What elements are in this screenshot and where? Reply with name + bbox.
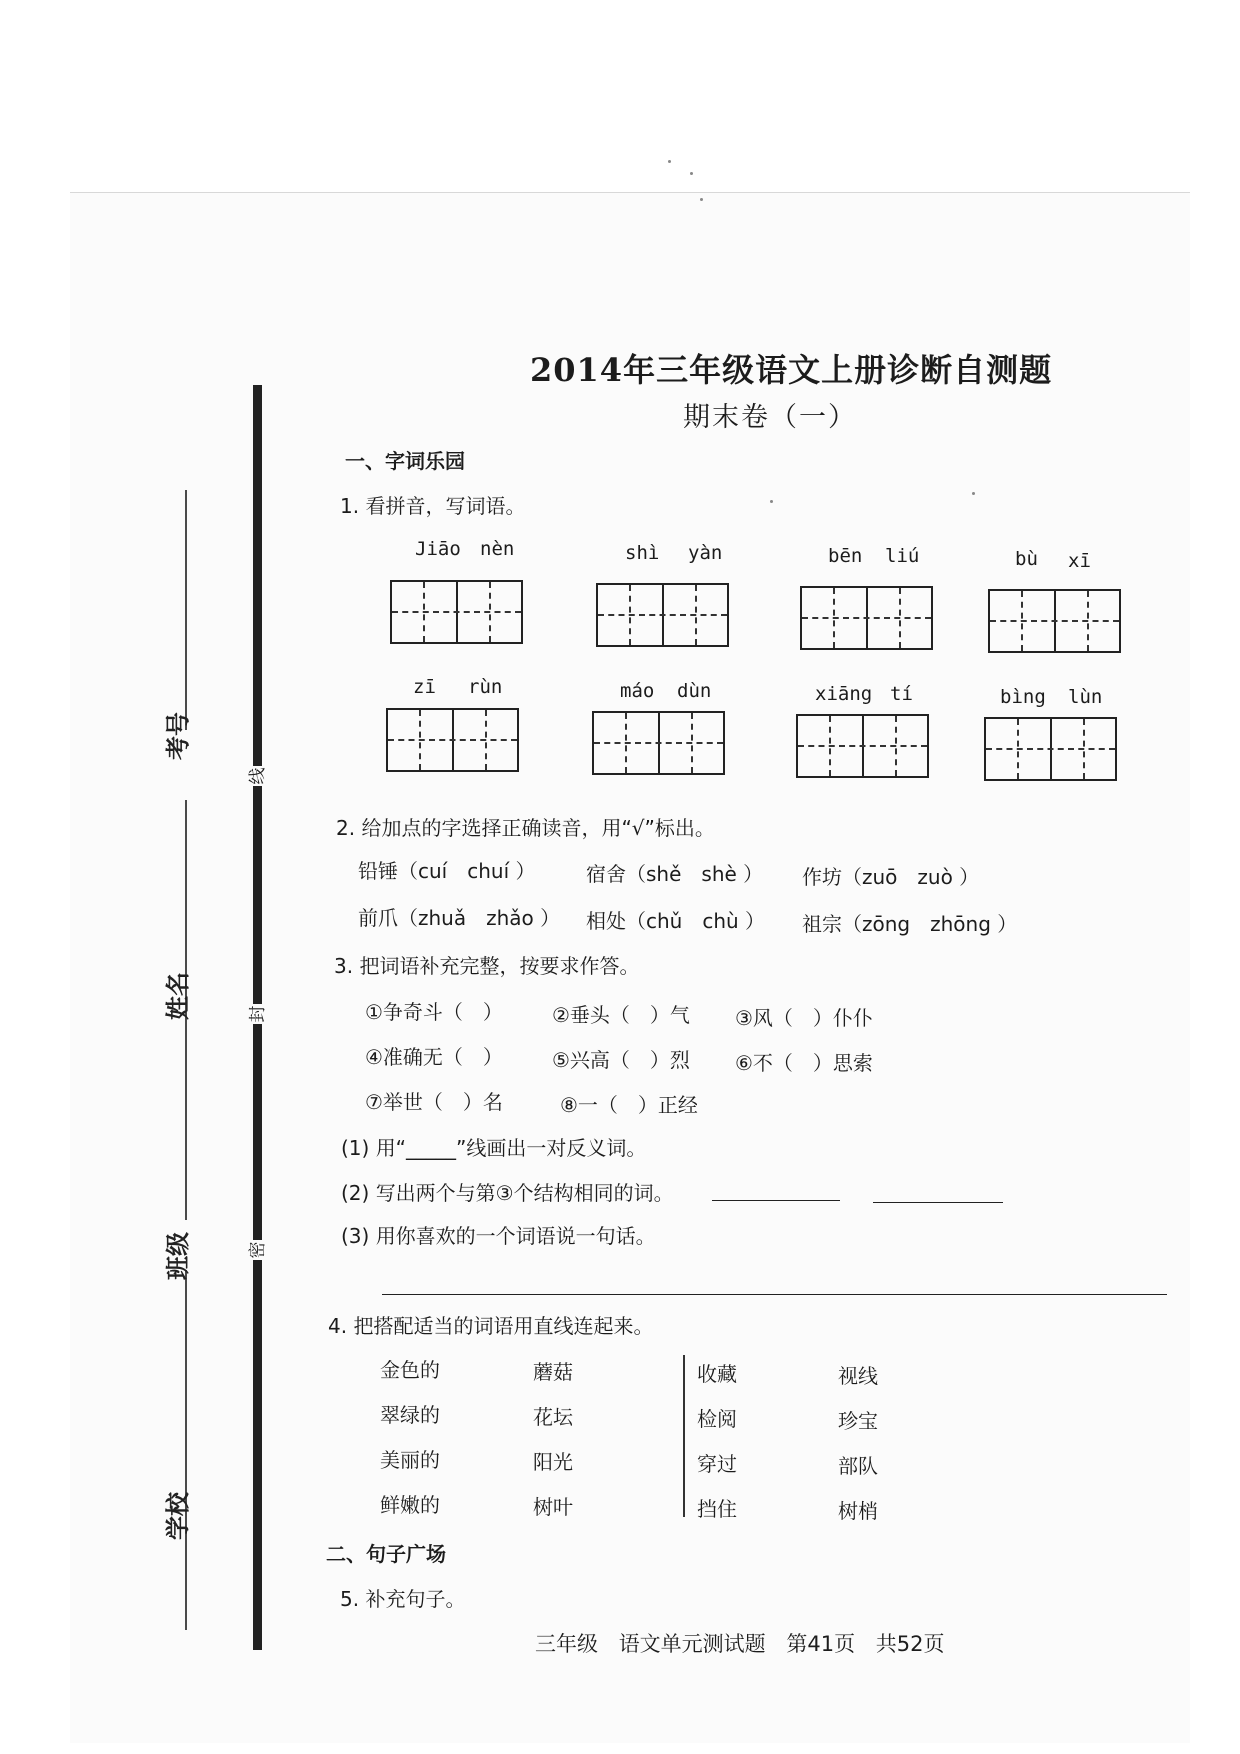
- pinyin-3b: liú: [885, 545, 920, 567]
- q4-prompt: 4. 把搭配适当的词语用直线连起来。: [328, 1314, 654, 1338]
- scan-speck: [770, 500, 773, 503]
- seal-char-line: 线: [244, 766, 272, 786]
- match-noun-1[interactable]: 视线: [838, 1364, 878, 1388]
- q3-sub-2: (2) 写出两个与第③个结构相同的词。: [341, 1181, 674, 1205]
- tianzige-box-1[interactable]: [390, 580, 523, 644]
- q3-idiom-5[interactable]: ⑤兴高（ ）烈: [552, 1048, 690, 1072]
- q2-item-1[interactable]: 铅锤（cuí chuí ）: [358, 859, 536, 883]
- match-verb-3[interactable]: 穿过: [697, 1452, 737, 1476]
- pinyin-7b: tí: [890, 683, 913, 705]
- match-noun-2[interactable]: 珍宝: [838, 1409, 878, 1433]
- match-left-4[interactable]: 鲜嫩的: [380, 1493, 440, 1517]
- q3-idiom-2[interactable]: ②垂头（ ）气: [552, 1003, 690, 1027]
- match-right-2[interactable]: 花坛: [533, 1405, 573, 1429]
- match-divider: [683, 1355, 685, 1517]
- q2-item-2[interactable]: 宿舍（shě shè ）: [586, 862, 764, 886]
- match-noun-3[interactable]: 部队: [838, 1454, 878, 1478]
- match-verb-2[interactable]: 检阅: [697, 1407, 737, 1431]
- q2-prompt: 2. 给加点的字选择正确读音，用“√”标出。: [336, 816, 715, 840]
- pinyin-4a: bù: [1015, 548, 1038, 570]
- q2-item-5[interactable]: 相处（chǔ chù ）: [586, 909, 766, 933]
- pinyin-3a: bēn: [828, 545, 863, 567]
- q3-answer-blank-1[interactable]: [712, 1200, 840, 1201]
- q3-sub-1: (1) 用“_____”线画出一对反义词。: [341, 1136, 647, 1160]
- match-left-1[interactable]: 金色的: [380, 1358, 440, 1382]
- q1-prompt: 1. 看拼音，写词语。: [340, 494, 526, 518]
- pinyin-6b: dùn: [677, 680, 712, 702]
- q3-idiom-3[interactable]: ③风（ ）仆仆: [735, 1006, 873, 1030]
- footer-subject: 语文单元测试题: [618, 1632, 766, 1656]
- scan-speck: [972, 492, 975, 495]
- tianzige-box-3[interactable]: [800, 586, 933, 650]
- school-label: 学校: [164, 1492, 192, 1540]
- match-left-2[interactable]: 翠绿的: [380, 1403, 440, 1427]
- match-noun-4[interactable]: 树梢: [838, 1499, 878, 1523]
- footer-page: 第41页: [786, 1632, 856, 1656]
- class-label: 班级: [164, 1232, 192, 1280]
- q3-sentence-line[interactable]: [382, 1294, 1167, 1295]
- q5-prompt: 5. 补充句子。: [340, 1587, 466, 1611]
- match-verb-4[interactable]: 挡住: [697, 1497, 737, 1521]
- match-left-3[interactable]: 美丽的: [380, 1448, 440, 1472]
- q3-idiom-8[interactable]: ⑧一（ ）正经: [560, 1093, 698, 1117]
- section-2-heading: 二、句子广场: [326, 1542, 446, 1566]
- q3-idiom-7[interactable]: ⑦举世（ ）名: [365, 1090, 503, 1114]
- tianzige-box-2[interactable]: [596, 583, 729, 647]
- match-right-4[interactable]: 树叶: [533, 1495, 573, 1519]
- pinyin-5b: rùn: [468, 676, 503, 698]
- match-right-3[interactable]: 阳光: [533, 1450, 573, 1474]
- binding-margin: [140, 320, 285, 1660]
- scan-speck: [668, 160, 671, 163]
- pinyin-4b: xī: [1068, 550, 1091, 572]
- q2-item-3[interactable]: 作坊（zuō zuò ）: [802, 865, 980, 889]
- match-right-1[interactable]: 蘑菇: [533, 1360, 573, 1384]
- pinyin-7a: xiāng: [815, 683, 873, 705]
- pinyin-2a: shì: [625, 542, 660, 564]
- kaohao-line: [185, 490, 187, 730]
- pinyin-1a: Jiāo: [415, 538, 461, 560]
- pinyin-8a: bìng: [1000, 686, 1046, 708]
- pinyin-5a: zī: [413, 676, 436, 698]
- q3-idiom-6[interactable]: ⑥不（ ）思索: [735, 1051, 873, 1075]
- exam-number-label: 考号: [164, 712, 192, 760]
- tianzige-box-7[interactable]: [796, 714, 929, 778]
- pinyin-8b: lùn: [1068, 686, 1103, 708]
- q3-prompt: 3. 把词语补充完整，按要求作答。: [334, 954, 640, 978]
- scan-speck: [700, 198, 703, 201]
- seal-char-seal: 封: [244, 1004, 272, 1024]
- student-name-label: 姓名: [164, 972, 192, 1020]
- footer-grade: 三年级: [535, 1632, 598, 1656]
- tianzige-box-5[interactable]: [386, 708, 519, 772]
- pinyin-1b: nèn: [480, 538, 515, 560]
- pinyin-2b: yàn: [688, 542, 723, 564]
- match-verb-1[interactable]: 收藏: [697, 1362, 737, 1386]
- q3-answer-blank-2[interactable]: [873, 1202, 1003, 1203]
- q3-sub-3: (3) 用你喜欢的一个词语说一句话。: [341, 1224, 656, 1248]
- scan-speck: [690, 172, 693, 175]
- footer-total: 共52页: [875, 1632, 945, 1656]
- tianzige-box-4[interactable]: [988, 589, 1121, 653]
- seal-char-secret: 密: [244, 1240, 272, 1260]
- section-1-heading: 一、字词乐园: [345, 449, 465, 473]
- q2-item-6[interactable]: 祖宗（zōng zhōng ）: [802, 912, 1018, 936]
- q3-idiom-1[interactable]: ①争奇斗（ ）: [365, 1000, 503, 1024]
- pinyin-6a: máo: [620, 680, 655, 702]
- tianzige-box-8[interactable]: [984, 717, 1117, 781]
- page-footer: [535, 1628, 959, 1658]
- exam-subtitle: 期末卷（一）: [683, 402, 857, 433]
- q2-item-4[interactable]: 前爪（zhuǎ zhǎo ）: [358, 906, 561, 930]
- tianzige-box-6[interactable]: [592, 711, 725, 775]
- q3-idiom-4[interactable]: ④准确无（ ）: [365, 1045, 503, 1069]
- exam-title: 2014年三年级语文上册诊断自测题: [530, 351, 1053, 389]
